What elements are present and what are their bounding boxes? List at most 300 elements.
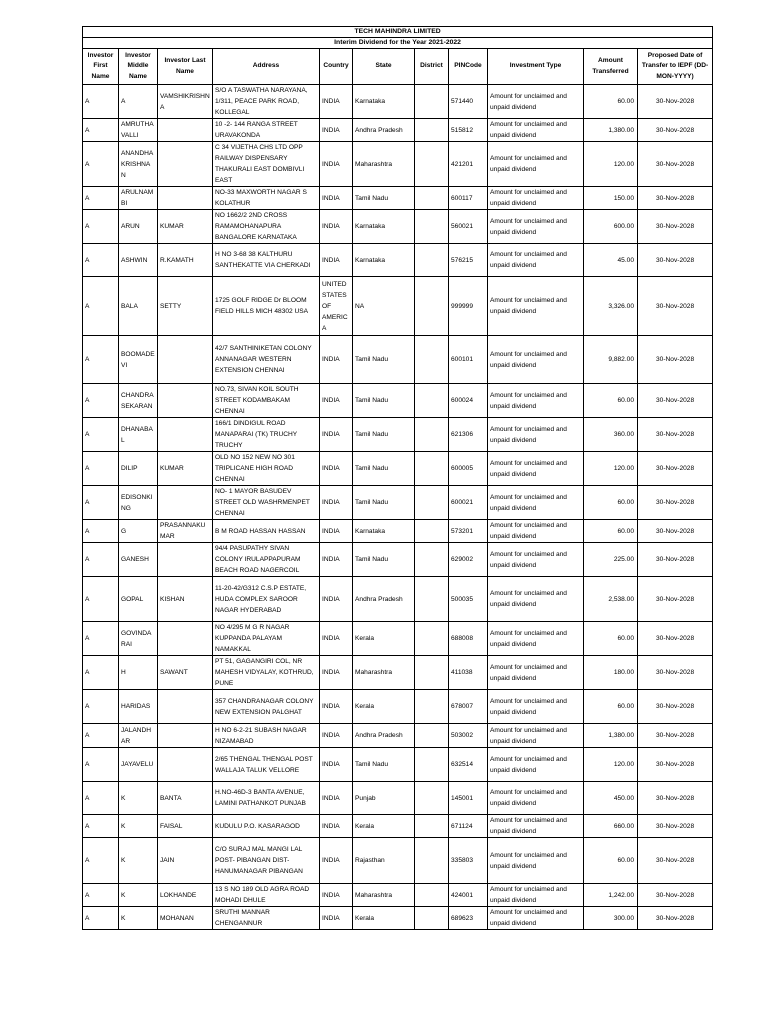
investor-last-name: R.KAMATH (158, 244, 213, 277)
address-cell: SRUTHI MANNAR CHENGANNUR (213, 907, 320, 930)
country-cell: INDIA (320, 724, 353, 748)
investor-first-name: A (83, 336, 119, 384)
investment-type-cell: Amount for unclaimed and unpaid dividend (488, 907, 584, 930)
amount-cell: 60.00 (584, 838, 638, 884)
state-cell: Maharashtra (353, 656, 415, 690)
address-cell: PT 51, GAGANGIRI COL, NR MAHESH VIDYALAY, KOTHRUD, PUNE (213, 656, 320, 690)
investor-middle-name: G (119, 520, 158, 543)
investor-middle-name: A (119, 85, 158, 119)
pincode-cell: 571440 (449, 85, 488, 119)
table-row (83, 622, 713, 656)
investor-first-name: A (83, 543, 119, 577)
amount-cell: 300.00 (584, 907, 638, 930)
investor-first-name: A (83, 884, 119, 907)
district-cell (415, 277, 449, 336)
investor-last-name (158, 748, 213, 782)
state-cell: Tamil Nadu (353, 187, 415, 210)
district-cell (415, 884, 449, 907)
pincode-cell: 671124 (449, 815, 488, 838)
table-row (83, 384, 713, 418)
district-cell (415, 724, 449, 748)
investor-middle-name: ARUN (119, 210, 158, 244)
state-cell: Maharashtra (353, 884, 415, 907)
investor-middle-name: ARULNAMBI (119, 187, 158, 210)
investment-type-cell: Amount for unclaimed and unpaid dividend (488, 622, 584, 656)
amount-cell: 225.00 (584, 543, 638, 577)
investor-first-name: A (83, 724, 119, 748)
dividend-table (82, 26, 713, 930)
transfer-date-cell: 30-Nov-2028 (638, 452, 713, 486)
investor-first-name: A (83, 656, 119, 690)
transfer-date-cell: 30-Nov-2028 (638, 543, 713, 577)
transfer-date-cell: 30-Nov-2028 (638, 690, 713, 724)
investor-last-name: KISHAN (158, 577, 213, 622)
country-cell: INDIA (320, 452, 353, 486)
investor-last-name: BANTA (158, 782, 213, 815)
investor-first-name: A (83, 622, 119, 656)
investor-first-name: A (83, 418, 119, 452)
investor-first-name: A (83, 520, 119, 543)
investment-type-cell: Amount for unclaimed and unpaid dividend (488, 119, 584, 142)
district-cell (415, 815, 449, 838)
address-cell: 2/65 THENGAL THENGAL POST WALLAJA TALUK VELLORE (213, 748, 320, 782)
table-row (83, 187, 713, 210)
amount-cell: 60.00 (584, 85, 638, 119)
investor-middle-name: AMRUTHA VALLI (119, 119, 158, 142)
investor-last-name: PRASANNAKUMAR (158, 520, 213, 543)
investor-last-name (158, 724, 213, 748)
dividend-sheet (82, 26, 712, 930)
table-row (83, 119, 713, 142)
table-body (83, 85, 713, 930)
investor-middle-name: ANANDHA KRISHNAN (119, 142, 158, 187)
address-cell: 11-20-42/G312 C.S.P ESTATE, HUDA COMPLEX SAROOR NAGAR HYDERABAD (213, 577, 320, 622)
state-cell: Andhra Pradesh (353, 577, 415, 622)
transfer-date-cell: 30-Nov-2028 (638, 577, 713, 622)
address-cell: H.NO-46D-3 BANTA AVENUE, LAMINI PATHANKOT PUNJAB (213, 782, 320, 815)
table-row (83, 690, 713, 724)
table-row (83, 748, 713, 782)
state-cell: Tamil Nadu (353, 336, 415, 384)
address-cell: 13 S NO 189 OLD AGRA ROAD MOHADI DHULE (213, 884, 320, 907)
col-header-transfer-date: Proposed Date of Transfer to IEPF (DD-MON-YYYY) (638, 49, 713, 85)
col-header-middle-name: Investor Middle Name (119, 49, 158, 85)
address-cell: KUDULU P.O. KASARAGOD (213, 815, 320, 838)
investment-type-cell: Amount for unclaimed and unpaid dividend (488, 748, 584, 782)
pincode-cell: 678007 (449, 690, 488, 724)
investment-type-cell: Amount for unclaimed and unpaid dividend (488, 577, 584, 622)
country-cell: INDIA (320, 690, 353, 724)
transfer-date-cell: 30-Nov-2028 (638, 210, 713, 244)
table-row (83, 543, 713, 577)
investor-first-name: A (83, 486, 119, 520)
amount-cell: 2,538.00 (584, 577, 638, 622)
district-cell (415, 85, 449, 119)
col-header-amount: Amount Transferred (584, 49, 638, 85)
investor-first-name: A (83, 119, 119, 142)
country-cell: INDIA (320, 244, 353, 277)
pincode-cell: 335803 (449, 838, 488, 884)
report-subtitle: Interim Dividend for the Year 2021-2022 (83, 38, 713, 49)
investor-middle-name: H (119, 656, 158, 690)
investment-type-cell: Amount for unclaimed and unpaid dividend (488, 543, 584, 577)
transfer-date-cell: 30-Nov-2028 (638, 142, 713, 187)
district-cell (415, 384, 449, 418)
address-cell: NO 1662/2 2ND CROSS RAMAMOHANAPURA BANGALORE KARNATAKA (213, 210, 320, 244)
col-header-first-name: Investor First Name (83, 49, 119, 85)
amount-cell: 9,882.00 (584, 336, 638, 384)
col-header-investment-type: Investment Type (488, 49, 584, 85)
district-cell (415, 782, 449, 815)
district-cell (415, 543, 449, 577)
transfer-date-cell: 30-Nov-2028 (638, 486, 713, 520)
pincode-cell: 600021 (449, 486, 488, 520)
transfer-date-cell: 30-Nov-2028 (638, 838, 713, 884)
investor-first-name: A (83, 277, 119, 336)
state-cell: Karnataka (353, 85, 415, 119)
district-cell (415, 520, 449, 543)
country-cell: INDIA (320, 838, 353, 884)
state-cell: Tamil Nadu (353, 452, 415, 486)
investment-type-cell: Amount for unclaimed and unpaid dividend (488, 85, 584, 119)
amount-cell: 450.00 (584, 782, 638, 815)
table-row (83, 577, 713, 622)
pincode-cell: 600005 (449, 452, 488, 486)
country-cell: INDIA (320, 336, 353, 384)
pincode-cell: 573201 (449, 520, 488, 543)
pincode-cell: 999999 (449, 277, 488, 336)
table-row (83, 782, 713, 815)
investment-type-cell: Amount for unclaimed and unpaid dividend (488, 782, 584, 815)
investor-last-name (158, 543, 213, 577)
state-cell: Kerala (353, 907, 415, 930)
investor-last-name (158, 418, 213, 452)
state-cell: Karnataka (353, 210, 415, 244)
address-cell: C/O SURAJ MAL MANGI LAL POST- PIBANGAN DIST- HANUMANAGAR PIBANGAN (213, 838, 320, 884)
pincode-cell: 576215 (449, 244, 488, 277)
address-cell: 166/1 DINDIGUL ROAD MANAPARAI (TK) TRUCHY TRUCHY (213, 418, 320, 452)
investor-last-name: JAIN (158, 838, 213, 884)
investor-last-name (158, 486, 213, 520)
pincode-cell: 600024 (449, 384, 488, 418)
investor-last-name: KUMAR (158, 452, 213, 486)
col-header-state: State (353, 49, 415, 85)
country-cell: INDIA (320, 907, 353, 930)
investor-last-name (158, 690, 213, 724)
country-cell: INDIA (320, 622, 353, 656)
address-cell: 42/7 SANTHINIKETAN COLONY ANNANAGAR WESTERN EXTENSION CHENNAI (213, 336, 320, 384)
investor-middle-name: HARIDAS (119, 690, 158, 724)
investor-first-name: A (83, 142, 119, 187)
district-cell (415, 452, 449, 486)
investor-first-name: A (83, 782, 119, 815)
amount-cell: 60.00 (584, 622, 638, 656)
transfer-date-cell: 30-Nov-2028 (638, 748, 713, 782)
pincode-cell: 145001 (449, 782, 488, 815)
investment-type-cell: Amount for unclaimed and unpaid dividend (488, 486, 584, 520)
amount-cell: 600.00 (584, 210, 638, 244)
investment-type-cell: Amount for unclaimed and unpaid dividend (488, 452, 584, 486)
table-row (83, 85, 713, 119)
district-cell (415, 907, 449, 930)
state-cell: Tamil Nadu (353, 543, 415, 577)
state-cell: Kerala (353, 815, 415, 838)
table-row (83, 884, 713, 907)
investment-type-cell: Amount for unclaimed and unpaid dividend (488, 656, 584, 690)
country-cell: INDIA (320, 520, 353, 543)
amount-cell: 660.00 (584, 815, 638, 838)
pincode-cell: 500035 (449, 577, 488, 622)
address-cell: H NO 3-68 38 KALTHURU SANTHEKATTE VIA CHERKADI (213, 244, 320, 277)
country-cell: INDIA (320, 656, 353, 690)
transfer-date-cell: 30-Nov-2028 (638, 622, 713, 656)
address-cell: NO-33 MAXWORTH NAGAR S KOLATHUR (213, 187, 320, 210)
table-row (83, 815, 713, 838)
investment-type-cell: Amount for unclaimed and unpaid dividend (488, 690, 584, 724)
investor-middle-name: ASHWIN (119, 244, 158, 277)
investor-middle-name: K (119, 884, 158, 907)
amount-cell: 45.00 (584, 244, 638, 277)
investor-last-name (158, 142, 213, 187)
investment-type-cell: Amount for unclaimed and unpaid dividend (488, 277, 584, 336)
country-cell: INDIA (320, 384, 353, 418)
pincode-cell: 421201 (449, 142, 488, 187)
country-cell: INDIA (320, 418, 353, 452)
address-cell: NO.73, SIVAN KOIL SOUTH STREET KODAMBAKAM CHENNAI (213, 384, 320, 418)
state-cell: Tamil Nadu (353, 486, 415, 520)
district-cell (415, 748, 449, 782)
country-cell: UNITED STATES OF AMERICA (320, 277, 353, 336)
state-cell: Tamil Nadu (353, 418, 415, 452)
investor-first-name: A (83, 187, 119, 210)
table-row (83, 520, 713, 543)
district-cell (415, 622, 449, 656)
transfer-date-cell: 30-Nov-2028 (638, 815, 713, 838)
address-cell: OLD NO 152 NEW NO 301 TRIPLICANE HIGH ROAD CHENNAI (213, 452, 320, 486)
amount-cell: 60.00 (584, 486, 638, 520)
pincode-cell: 411038 (449, 656, 488, 690)
address-cell: NO- 1 MAYOR BASUDEV STREET OLD WASHRMENPET CHENNAI (213, 486, 320, 520)
amount-cell: 3,326.00 (584, 277, 638, 336)
pincode-cell: 629002 (449, 543, 488, 577)
investor-middle-name: GOVINDA RAI (119, 622, 158, 656)
investor-middle-name: DHANABAL (119, 418, 158, 452)
col-header-address: Address (213, 49, 320, 85)
transfer-date-cell: 30-Nov-2028 (638, 656, 713, 690)
transfer-date-cell: 30-Nov-2028 (638, 418, 713, 452)
pincode-cell: 515812 (449, 119, 488, 142)
investor-last-name: VAMSHIKRISHNA (158, 85, 213, 119)
investor-last-name: LOKHANDE (158, 884, 213, 907)
investment-type-cell: Amount for unclaimed and unpaid dividend (488, 210, 584, 244)
address-cell: 10 -2- 144 RANGA STREET URAVAKONDA (213, 119, 320, 142)
state-cell: Karnataka (353, 244, 415, 277)
state-cell: Karnataka (353, 520, 415, 543)
pincode-cell: 621306 (449, 418, 488, 452)
transfer-date-cell: 30-Nov-2028 (638, 119, 713, 142)
state-cell: Rajasthan (353, 838, 415, 884)
amount-cell: 180.00 (584, 656, 638, 690)
investor-middle-name: K (119, 907, 158, 930)
investor-first-name: A (83, 85, 119, 119)
address-cell: S/O A TASWATHA NARAYANA, 1/311, PEACE PARK ROAD, KOLLEGAL (213, 85, 320, 119)
investor-first-name: A (83, 748, 119, 782)
investor-last-name (158, 187, 213, 210)
country-cell: INDIA (320, 210, 353, 244)
investor-middle-name: K (119, 815, 158, 838)
investment-type-cell: Amount for unclaimed and unpaid dividend (488, 884, 584, 907)
country-cell: INDIA (320, 782, 353, 815)
transfer-date-cell: 30-Nov-2028 (638, 384, 713, 418)
investment-type-cell: Amount for unclaimed and unpaid dividend (488, 838, 584, 884)
transfer-date-cell: 30-Nov-2028 (638, 244, 713, 277)
pincode-cell: 503002 (449, 724, 488, 748)
transfer-date-cell: 30-Nov-2028 (638, 907, 713, 930)
investor-first-name: A (83, 690, 119, 724)
table-row (83, 838, 713, 884)
district-cell (415, 244, 449, 277)
amount-cell: 120.00 (584, 142, 638, 187)
country-cell: INDIA (320, 748, 353, 782)
col-header-last-name: Investor Last Name (158, 49, 213, 85)
country-cell: INDIA (320, 486, 353, 520)
investor-first-name: A (83, 210, 119, 244)
pincode-cell: 688008 (449, 622, 488, 656)
investor-middle-name: BOOMADEVI (119, 336, 158, 384)
district-cell (415, 577, 449, 622)
country-cell: INDIA (320, 142, 353, 187)
address-cell: 1725 GOLF RIDGE Dr BLOOM FIELD HILLS MICH 48302 USA (213, 277, 320, 336)
investment-type-cell: Amount for unclaimed and unpaid dividend (488, 244, 584, 277)
pincode-cell: 689623 (449, 907, 488, 930)
company-title: TECH MAHINDRA LIMITED (83, 27, 713, 38)
investor-first-name: A (83, 838, 119, 884)
col-header-district: District (415, 49, 449, 85)
amount-cell: 60.00 (584, 384, 638, 418)
country-cell: INDIA (320, 85, 353, 119)
investment-type-cell: Amount for unclaimed and unpaid dividend (488, 384, 584, 418)
state-cell: Andhra Pradesh (353, 119, 415, 142)
investment-type-cell: Amount for unclaimed and unpaid dividend (488, 336, 584, 384)
investor-middle-name: CHANDRA SEKARAN (119, 384, 158, 418)
table-row (83, 656, 713, 690)
state-cell: Kerala (353, 690, 415, 724)
investor-middle-name: BALA (119, 277, 158, 336)
investor-last-name: SETTY (158, 277, 213, 336)
district-cell (415, 119, 449, 142)
investor-middle-name: GOPAL (119, 577, 158, 622)
district-cell (415, 142, 449, 187)
state-cell: Tamil Nadu (353, 384, 415, 418)
transfer-date-cell: 30-Nov-2028 (638, 336, 713, 384)
state-cell: Andhra Pradesh (353, 724, 415, 748)
investor-last-name (158, 384, 213, 418)
amount-cell: 1,380.00 (584, 119, 638, 142)
investor-middle-name: EDISONKING (119, 486, 158, 520)
investor-last-name (158, 622, 213, 656)
pincode-cell: 424001 (449, 884, 488, 907)
country-cell: INDIA (320, 884, 353, 907)
pincode-cell: 560021 (449, 210, 488, 244)
address-cell: 94/4 PASUPATHY SIVAN COLONY IRULAPPAPURAM BEACH ROAD NAGERCOIL (213, 543, 320, 577)
pincode-cell: 600117 (449, 187, 488, 210)
investment-type-cell: Amount for unclaimed and unpaid dividend (488, 418, 584, 452)
col-header-country: Country (320, 49, 353, 85)
investor-middle-name: K (119, 782, 158, 815)
table-row (83, 277, 713, 336)
investor-last-name: MOHANAN (158, 907, 213, 930)
district-cell (415, 336, 449, 384)
transfer-date-cell: 30-Nov-2028 (638, 520, 713, 543)
investor-last-name (158, 336, 213, 384)
amount-cell: 1,380.00 (584, 724, 638, 748)
district-cell (415, 486, 449, 520)
country-cell: INDIA (320, 119, 353, 142)
investment-type-cell: Amount for unclaimed and unpaid dividend (488, 520, 584, 543)
district-cell (415, 656, 449, 690)
pincode-cell: 600101 (449, 336, 488, 384)
state-cell: Kerala (353, 622, 415, 656)
amount-cell: 150.00 (584, 187, 638, 210)
address-cell: B M ROAD HASSAN HASSAN (213, 520, 320, 543)
amount-cell: 120.00 (584, 452, 638, 486)
investor-first-name: A (83, 907, 119, 930)
investor-last-name: KUMAR (158, 210, 213, 244)
investor-first-name: A (83, 384, 119, 418)
table-row (83, 452, 713, 486)
district-cell (415, 838, 449, 884)
investor-middle-name: GANESH (119, 543, 158, 577)
investor-first-name: A (83, 577, 119, 622)
header-row (83, 49, 713, 85)
country-cell: INDIA (320, 187, 353, 210)
transfer-date-cell: 30-Nov-2028 (638, 884, 713, 907)
district-cell (415, 418, 449, 452)
district-cell (415, 187, 449, 210)
col-header-pincode: PINCode (449, 49, 488, 85)
investment-type-cell: Amount for unclaimed and unpaid dividend (488, 724, 584, 748)
investor-last-name: FAISAL (158, 815, 213, 838)
country-cell: INDIA (320, 815, 353, 838)
investor-last-name (158, 119, 213, 142)
investor-middle-name: JAYAVELU (119, 748, 158, 782)
address-cell: 357 CHANDRANAGAR COLONY NEW EXTENSION PALGHAT (213, 690, 320, 724)
amount-cell: 120.00 (584, 748, 638, 782)
amount-cell: 60.00 (584, 690, 638, 724)
district-cell (415, 210, 449, 244)
state-cell: Punjab (353, 782, 415, 815)
state-cell: NA (353, 277, 415, 336)
investment-type-cell: Amount for unclaimed and unpaid dividend (488, 142, 584, 187)
amount-cell: 1,242.00 (584, 884, 638, 907)
investor-first-name: A (83, 452, 119, 486)
table-row (83, 486, 713, 520)
table-row (83, 418, 713, 452)
pincode-cell: 632514 (449, 748, 488, 782)
transfer-date-cell: 30-Nov-2028 (638, 782, 713, 815)
table-row (83, 210, 713, 244)
district-cell (415, 690, 449, 724)
amount-cell: 360.00 (584, 418, 638, 452)
table-row (83, 142, 713, 187)
address-cell: H NO 6-2-21 SUBASH NAGAR NIZAMABAD (213, 724, 320, 748)
table-row (83, 907, 713, 930)
country-cell: INDIA (320, 577, 353, 622)
table-row (83, 724, 713, 748)
investor-middle-name: DILIP (119, 452, 158, 486)
investor-last-name: SAWANT (158, 656, 213, 690)
country-cell: INDIA (320, 543, 353, 577)
